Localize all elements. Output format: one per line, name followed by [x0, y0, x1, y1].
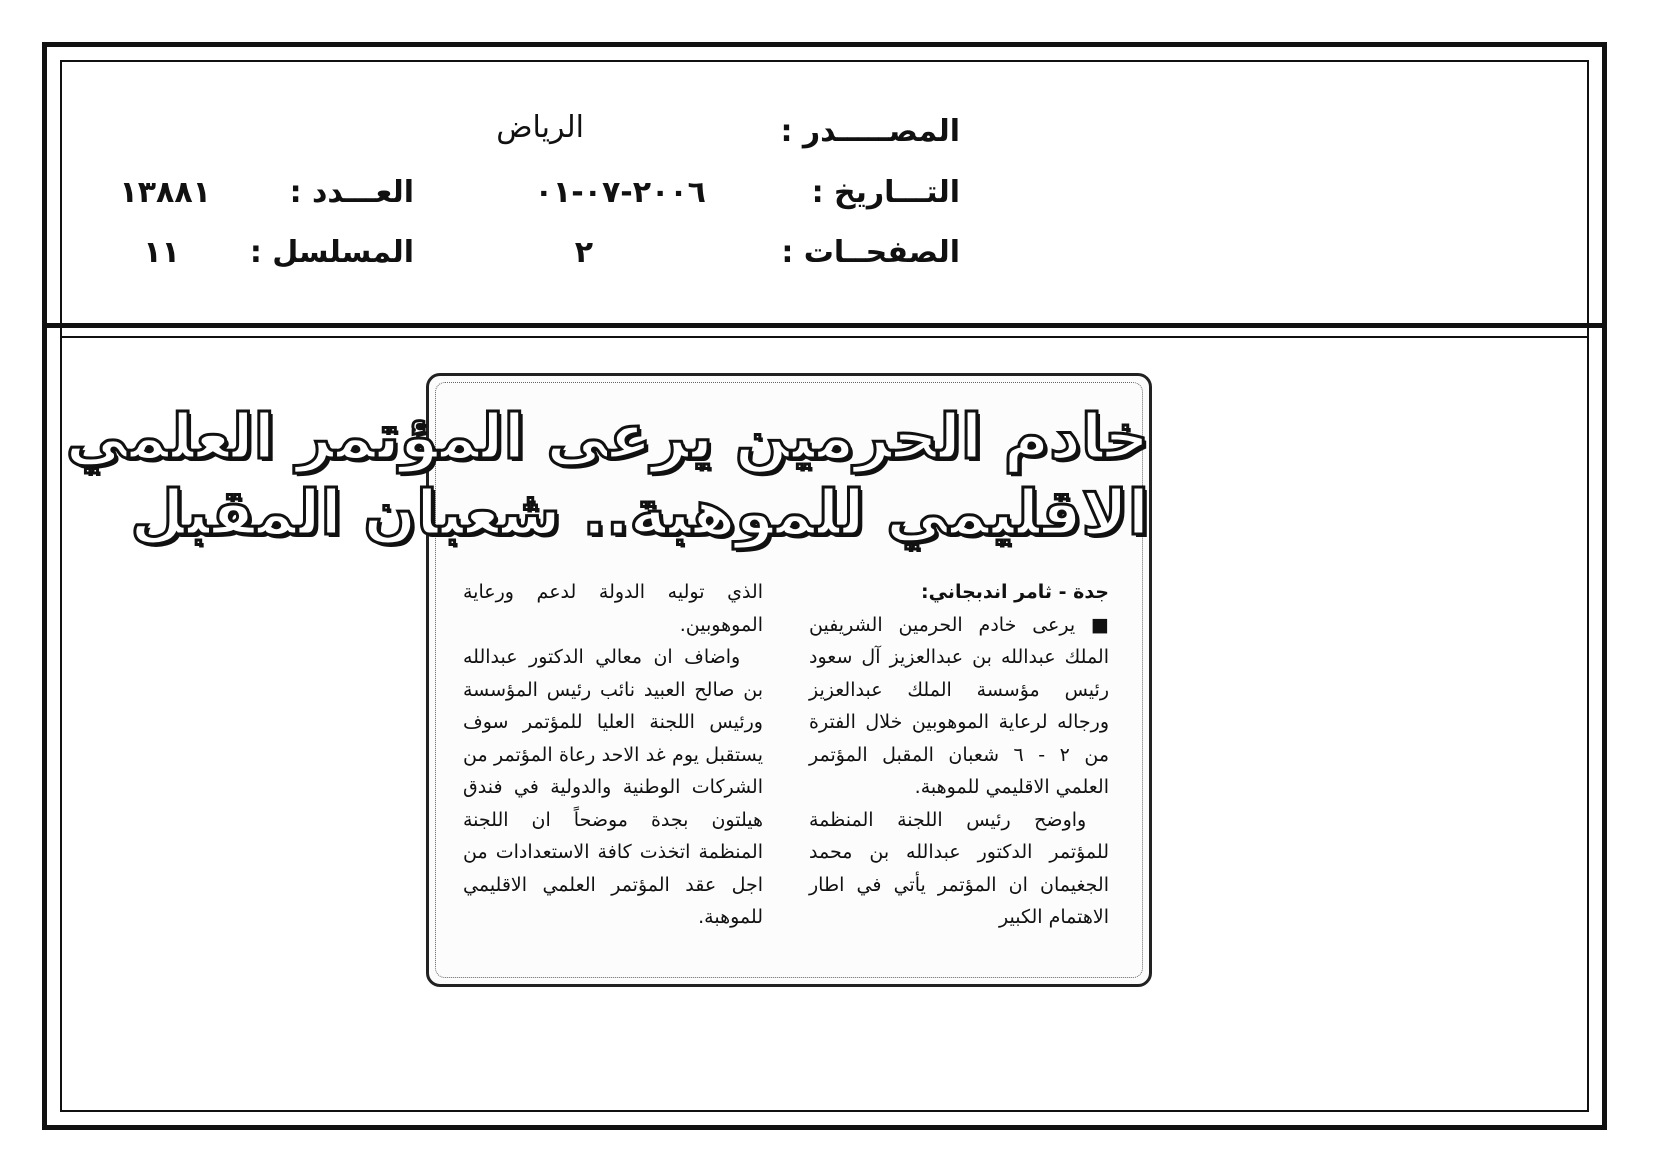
- left-column: [463, 576, 763, 934]
- byline: جدة - ثامر اندبجاني:: [920, 581, 1109, 603]
- serial-label: المسلسل :: [249, 235, 414, 270]
- header-divider: [47, 323, 1602, 328]
- right-paragraph-1: ■ يرعى خادم الحرمين الشريفين الملك عبدالله بن عبدالعزيز آل سعود رئيس مؤسسة الملك عبدالعزيز ورجاله لرعاية الموهوبين خلال الفترة من ٢ - ٦ شعبان المقبل المؤتمر العلمي الاقليمي للموهبة.: [809, 613, 1109, 798]
- issue-value: ١٣٨٨١: [119, 175, 211, 210]
- headline-line-1: خادم الحرمين يرعى المؤتمر العلمي: [65, 400, 1149, 473]
- date-value: ٢٠٠٦-٠٧-٠١: [534, 175, 706, 210]
- headline-line-2: الاقليمي للموهبة.. شعبان المقبل: [130, 476, 1149, 549]
- right-paragraph-2: واوضح رئيس اللجنة المنظمة للمؤتمر الدكتور عبدالله بن محمد الجغيمان ان المؤتمر يأتي في اطار الاهتمام الكبير: [809, 808, 1109, 928]
- pages-label: الصفحــات :: [781, 235, 960, 270]
- article-clipping: [65, 373, 1152, 987]
- left-paragraph-1: الذي توليه الدولة لدعم ورعاية الموهوبين.: [463, 581, 763, 636]
- serial-value: ١١: [143, 235, 180, 270]
- date-label: التـــاريخ :: [811, 175, 960, 210]
- source-value: الرياض: [496, 110, 584, 145]
- source-label: المصـــــدر :: [780, 114, 960, 149]
- header-divider-inner: [60, 336, 1589, 338]
- pages-value: ٢: [574, 235, 593, 270]
- issue-label: العـــدد :: [289, 175, 414, 210]
- left-paragraph-2: واضاف ان معالي الدكتور عبدالله بن صالح العبيد نائب رئيس المؤسسة ورئيس اللجنة العليا للمؤتمر سوف يستقبل يوم غد الاحد رعاة المؤتمر من الشركات الوطنية والدولية في فندق هيلتون بجدة موضحاً ان اللجنة المنظمة اتخذت كافة الاستعدادات من اجل عقد المؤتمر العلمي الاقليمي للموهبة.: [463, 646, 763, 928]
- right-column: [809, 576, 1109, 934]
